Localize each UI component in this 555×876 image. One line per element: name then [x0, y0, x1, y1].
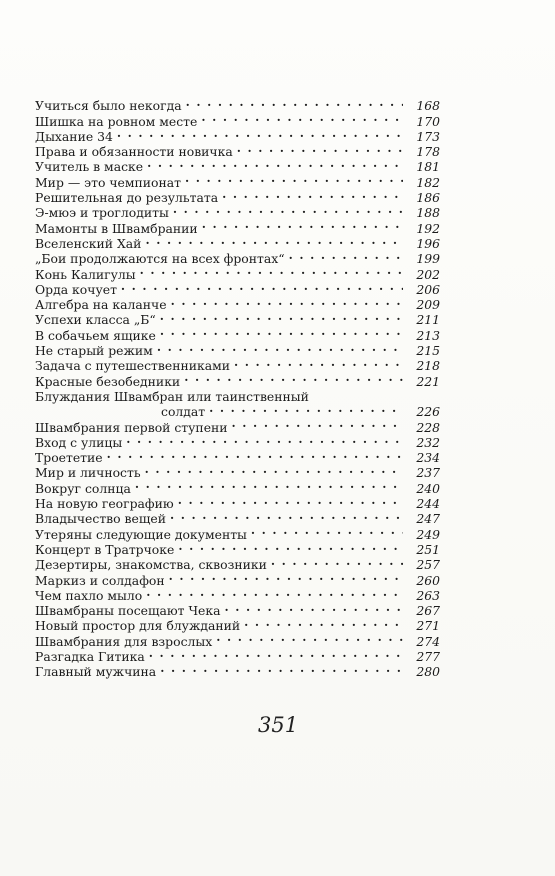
dot-leader — [121, 279, 403, 294]
toc-entry-title: Вход с улицы — [35, 434, 123, 450]
toc-entry — [35, 217, 440, 236]
toc-entry-page: 247 — [416, 511, 440, 527]
toc-entry-page: 240 — [416, 480, 440, 496]
dot-leader — [186, 95, 403, 110]
toc-entry — [35, 508, 440, 527]
toc-entry — [35, 554, 440, 573]
dot-leader — [216, 630, 403, 645]
dot-leader — [202, 217, 403, 232]
toc-entry-title: Орда кочует — [35, 281, 117, 297]
toc-entry-page: 274 — [416, 633, 440, 649]
toc-entry — [35, 355, 440, 374]
dot-leader — [145, 233, 403, 248]
toc-entry-page: 209 — [416, 297, 440, 313]
toc-entry — [35, 202, 440, 221]
dot-leader — [184, 370, 403, 385]
toc-entry — [35, 569, 440, 588]
toc-entry-title: Новый простор для блужданий — [35, 618, 241, 634]
toc-entry-title: Владычество вещей — [35, 511, 166, 527]
dot-leader — [232, 416, 403, 431]
toc-entry-page: 280 — [416, 664, 440, 680]
dot-leader — [171, 294, 403, 309]
toc-entry-page: 211 — [416, 312, 440, 328]
toc-entry — [35, 386, 440, 404]
dot-leader — [201, 110, 403, 125]
toc-entry-page: 199 — [416, 251, 440, 267]
toc-entry-title: Учиться было некогда — [35, 98, 182, 114]
toc-entry-page: 182 — [416, 174, 440, 190]
toc-entry-title: Швамбраны посещают Чека — [35, 603, 221, 619]
toc-entry-page: 271 — [416, 618, 440, 634]
toc-entry-page: 178 — [416, 144, 440, 160]
dot-leader — [149, 646, 403, 661]
toc-entry — [35, 523, 440, 542]
toc-entry-title: Учитель в маске — [35, 159, 144, 175]
toc-entry — [35, 615, 440, 634]
toc-entry-page: 226 — [416, 404, 440, 420]
toc-entry-title: Дезертиры, знакомства, сквозники — [35, 557, 267, 573]
toc-entry-page: 277 — [416, 648, 440, 664]
dot-leader — [126, 432, 403, 447]
toc-entry-page: 234 — [416, 450, 440, 466]
toc-entry — [35, 416, 440, 435]
toc-entry — [35, 95, 440, 114]
toc-entry — [35, 462, 440, 481]
dot-leader — [225, 600, 404, 615]
toc-entry — [35, 661, 440, 680]
toc-entry-page: 215 — [416, 343, 440, 359]
toc-entry-title: Разгадка Гитика — [35, 648, 145, 664]
toc-entry-title: Главный мужчина — [35, 664, 157, 680]
toc-entry-page: 267 — [416, 603, 440, 619]
toc-entry-page: 237 — [416, 465, 440, 481]
toc-entry-page: 251 — [416, 541, 440, 557]
toc-entry-page: 188 — [416, 205, 440, 221]
toc-entry-page: 186 — [416, 190, 440, 206]
toc-entry — [35, 141, 440, 160]
dot-leader — [271, 554, 403, 569]
toc-entry-title: Концерт в Тратрчоке — [35, 541, 175, 557]
toc-entry-page: 192 — [416, 220, 440, 236]
dot-leader — [160, 309, 403, 324]
toc-entry — [35, 187, 440, 206]
toc-entry-title: Решительная до результата — [35, 190, 219, 206]
toc-entry — [35, 477, 440, 496]
dot-leader — [234, 355, 403, 370]
toc-entry-title: Троететие — [35, 450, 103, 466]
toc-entry — [35, 110, 440, 129]
page-number: 351 — [258, 713, 299, 737]
toc-entry-title: Вокруг солнца — [35, 480, 131, 496]
toc-entry-title: Успехи класса „Б“ — [35, 312, 156, 328]
toc-entry — [35, 447, 440, 466]
toc-entry-title: солдат — [161, 404, 206, 420]
toc-entry-page: 213 — [416, 327, 440, 343]
dot-leader — [107, 447, 403, 462]
toc-entry — [35, 585, 440, 603]
dot-leader — [140, 263, 403, 278]
dot-leader — [244, 615, 403, 630]
toc-entry-title: Не старый режим — [35, 343, 153, 359]
toc-entry — [35, 324, 440, 343]
toc-entry-continuation — [35, 401, 440, 420]
dot-leader — [251, 523, 403, 538]
toc-entry-page: 202 — [416, 266, 440, 282]
toc-entry — [35, 233, 440, 251]
toc-entry — [35, 279, 440, 297]
dot-leader — [173, 202, 403, 217]
toc-entry — [35, 600, 440, 619]
toc-entry-page: 257 — [416, 557, 440, 573]
toc-entry-title: Мамонты в Швамбрании — [35, 220, 198, 236]
dot-leader — [169, 569, 403, 584]
toc-entry-title: Мир — это чемпионат — [35, 174, 181, 190]
dot-leader — [209, 401, 403, 416]
toc-entry — [35, 156, 440, 175]
toc-entry — [35, 248, 440, 267]
dot-leader — [222, 187, 403, 202]
toc-entry-title: Дыхание 34 — [35, 128, 113, 144]
toc-entry-title: Конь Калигулы — [35, 266, 136, 282]
toc-entry-title: Маркиз и солдафон — [35, 572, 165, 588]
dot-leader — [117, 126, 403, 141]
toc-entry — [35, 263, 440, 282]
toc-entry — [35, 294, 440, 313]
toc-entry-page: 173 — [416, 128, 440, 144]
toc-entry-page: 260 — [416, 572, 440, 588]
toc-entry-page: 206 — [416, 281, 440, 297]
dot-leader — [178, 539, 403, 554]
dot-leader — [237, 141, 403, 156]
toc-entry — [35, 171, 440, 190]
dot-leader — [145, 462, 403, 477]
dot-leader — [170, 508, 403, 523]
toc-entry — [35, 646, 440, 664]
toc-entry-page: 170 — [416, 113, 440, 129]
toc-entry-title: Мир и личность — [35, 465, 141, 481]
toc-entry-page: 263 — [416, 587, 440, 603]
toc-entry — [35, 493, 440, 512]
toc-entry-title: „Бои продолжаются на всех фронтах“ — [35, 251, 285, 267]
toc-entry-page: 244 — [416, 496, 440, 512]
toc-entry — [35, 630, 440, 649]
dot-leader — [147, 156, 403, 171]
toc-entry-page: 232 — [416, 434, 440, 450]
toc-entry-page: 168 — [416, 98, 440, 114]
toc-entry-title: Швамбрания первой ступени — [35, 419, 228, 435]
toc-entry — [35, 370, 440, 389]
toc-entry-title: Шишка на ровном месте — [35, 113, 198, 129]
toc-entry-title: Блуждания Швамбран или таинственный — [35, 388, 309, 404]
toc-entry-page: 196 — [416, 235, 440, 251]
toc-entry-title: Чем пахло мыло — [35, 587, 143, 603]
toc-entry-title: Красные безобедники — [35, 373, 181, 389]
toc-entry — [35, 432, 440, 450]
toc-entry-title: Э-мюэ и троглодиты — [35, 205, 169, 221]
toc-entry-page: 249 — [416, 526, 440, 542]
toc-entry — [35, 309, 440, 328]
toc-entry-title: Алгебра на каланче — [35, 297, 167, 313]
toc-entry-page: 181 — [416, 159, 440, 175]
dot-leader — [178, 493, 403, 508]
toc-entry — [35, 539, 440, 557]
dot-leader — [146, 585, 403, 600]
toc-entry-title: Утеряны следующие документы — [35, 526, 247, 542]
toc-entry-title: Вселенский Хай — [35, 235, 142, 251]
dot-leader — [160, 661, 403, 676]
toc-entry-page: 218 — [416, 358, 440, 374]
toc-entry-title: Швамбрания для взрослых — [35, 633, 213, 649]
toc-entry-title: Задача с путешественниками — [35, 358, 231, 374]
toc-entry-page: 221 — [416, 373, 440, 389]
dot-leader — [185, 171, 403, 186]
dot-leader — [289, 248, 403, 263]
dot-leader — [157, 340, 403, 355]
dot-leader — [160, 324, 403, 339]
toc-entry-title: Права и обязанности новичка — [35, 144, 233, 160]
toc-entry-title: В собачьем ящике — [35, 327, 156, 343]
table-of-contents — [35, 95, 440, 680]
toc-entry — [35, 340, 440, 359]
toc-entry-page: 228 — [416, 419, 440, 435]
dot-leader — [135, 477, 403, 492]
toc-entry — [35, 126, 440, 144]
toc-entry-title: На новую географию — [35, 496, 174, 512]
